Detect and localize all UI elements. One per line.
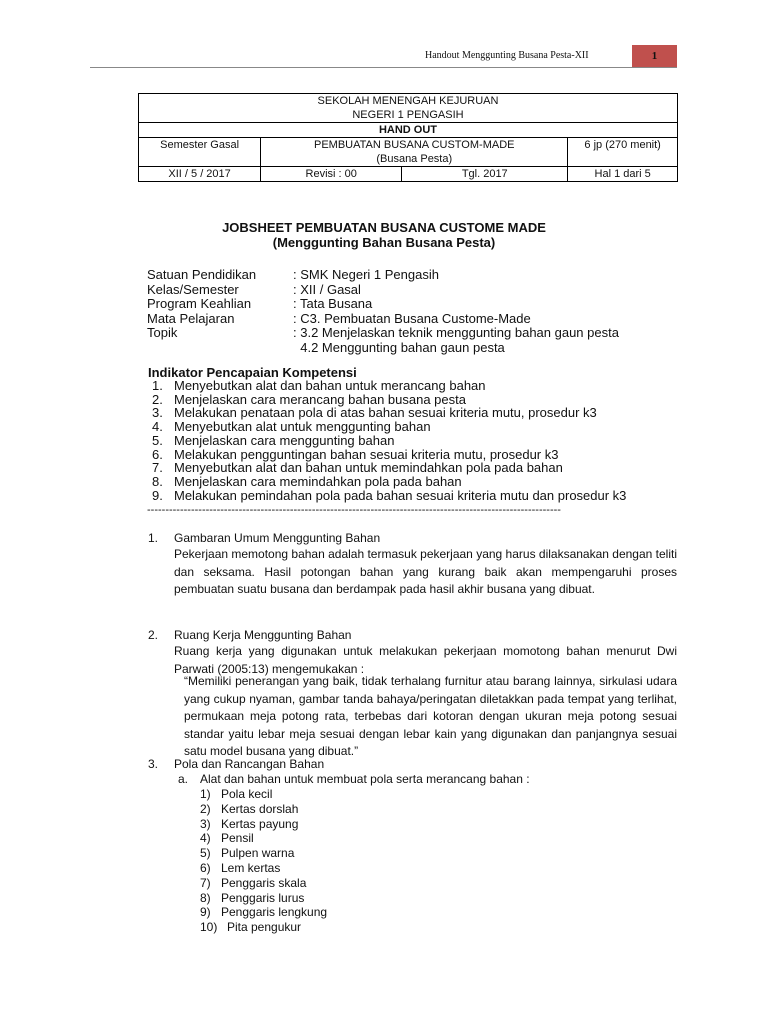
item-text: Pulpen warna [221,846,295,861]
subject-line2: (Busana Pesta) [376,153,453,165]
item-text: Penggaris lurus [221,890,305,905]
document-info-table [138,93,678,182]
item-text: Penggaris skala [221,875,307,890]
indicator-item [148,406,626,420]
indicator-number: 2. [152,391,163,407]
page-of-cell: Hal 1 dari 5 [568,167,678,182]
meta-value: : C3. Pembuatan Busana Custome-Made [293,310,531,326]
date-cell: Tgl. 2017 [402,167,568,182]
indicator-item [148,379,626,393]
list-item [200,817,327,832]
meta-key: Satuan Pendidikan [147,267,257,282]
indicator-text: Menyebutkan alat untuk menggunting bahan [174,419,431,435]
indicator-text: Menjelaskan cara menggunting bahan [174,432,395,448]
indicator-text: Melakukan pemindahan pola pada bahan sesuai kriteria mutu dan prosedur k3 [174,487,627,503]
item-number: 1) [200,787,211,801]
section-heading: Pola dan Rancangan Bahan [174,757,325,771]
item-text: Pensil [221,831,254,846]
meta-value: 4.2 Menggunting bahan gaun pesta [293,339,505,355]
section-number: 2. [148,628,159,642]
section-body: Pekerjaan memotong bahan adalah termasuk pekerjaan yang harus dilaksanakan dengan teliti dan seksama. Hasil potongan bahan yang kurang baik akan mempengaruhi proses pembuatan suatu busana dan berdampak pada hasil akhir busana yang dibuat. [174,547,677,596]
indicator-number: 3. [152,405,163,421]
list-item [200,876,327,891]
jobsheet-title: JOBSHEET PEMBUATAN BUSANA CUSTOME MADE [222,220,546,235]
item-text: Pita pengukur [227,920,302,935]
list-item [200,831,327,846]
school-name-line2: NEGERI 1 PENGASIH [352,109,464,121]
list-item [200,920,327,935]
indicator-text: Menyebutkan alat dan bahan untuk memindahkan pola pada bahan [174,460,563,476]
item-number: 2) [200,801,211,816]
header-rule [90,67,677,68]
indicator-number: 6. [152,446,163,462]
subject-cell [261,138,568,167]
indicators-list [148,379,626,502]
jobsheet-subtitle: (Menggunting Bahan Busana Pesta) [272,235,496,250]
school-name-cell [139,94,678,123]
section-number: 3. [148,757,159,771]
list-item [200,861,327,876]
doc-type-cell: HAND OUT [139,123,678,138]
running-title: Handout Menggunting Busana Pesta-XII [425,50,589,61]
list-item [200,905,327,920]
list-item [200,846,327,861]
indicator-number: 4. [152,419,163,435]
item-text: Penggaris lengkung [221,905,328,920]
section-heading: Gambaran Umum Menggunting Bahan [174,531,381,545]
item-text: Kertas dorslah [221,801,299,816]
subsection-label: a. [178,772,189,786]
indicator-item [148,420,626,434]
indicator-number: 9. [152,487,163,503]
school-name-line1: SEKOLAH MENENGAH KEJURUAN [317,95,499,107]
indicator-number: 1. [152,378,163,393]
indicator-number: 5. [152,432,163,448]
indicator-text: Melakukan pengguntingan bahan sesuai kriteria mutu, prosedur k3 [174,446,559,462]
page-number-badge: 1 [632,45,677,67]
tools-list [200,787,327,935]
item-text: Pola kecil [221,787,273,801]
revision-cell: Revisi : 00 [261,167,402,182]
indicator-item [148,461,626,475]
subsection-text: Alat dan bahan untuk membuat pola serta merancang bahan : [200,772,530,786]
indicator-text: Menyebutkan alat dan bahan untuk merancang bahan [174,378,486,393]
subject-line1: PEMBUATAN BUSANA CUSTOM-MADE [314,139,515,151]
meta-value: : Tata Busana [293,296,373,311]
item-number: 5) [200,846,211,861]
section-number: 1. [148,531,159,545]
list-item [200,802,327,817]
indicator-number: 8. [152,473,163,489]
list-item [200,891,327,906]
section-quote: “Memiliki penerangan yang baik, tidak terhalang furnitur atau barang lainnya, sirkulasi udara yang cukup nyaman, gambar tanda bahaya/peringatan diletakkan pada tempat yang terlihat, permukaan meja potong rata, terbebas dari kotoran dengan ukuran meja potong sesuai standar yaitu lebar meja sesuai dengan lebar kain yang digunakan dan panjangnya sesuai satu model busana yang dibuat.” [184,674,677,758]
indicator-text: Melakukan penataan pola di atas bahan sesuai kriteria mutu, prosedur k3 [174,405,597,421]
indicator-item [148,434,626,448]
indicator-text: Menjelaskan cara merancang bahan busana pesta [174,391,466,407]
list-item [200,787,327,802]
indicator-item [148,448,626,462]
indicator-text: Menjelaskan cara memindahkan pola pada bahan [174,473,462,489]
meta-key: Kelas/Semester [147,281,239,297]
indicator-number: 7. [152,460,163,476]
item-number: 9) [200,905,211,920]
class-code-cell: XII / 5 / 2017 [139,167,261,182]
indicator-item [148,489,626,503]
meta-key: Mata Pelajaran [147,310,235,326]
meta-value: : 3.2 Menjelaskan teknik menggunting bahan gaun pesta [293,325,619,340]
meta-key: Program Keahlian [147,296,252,311]
item-number: 10) [200,920,218,935]
section-heading: Ruang Kerja Menggunting Bahan [174,628,352,642]
item-number: 3) [200,816,211,831]
duration-cell: 6 jp (270 menit) [568,138,678,167]
item-number: 6) [200,860,211,875]
indicator-item [148,393,626,407]
indicators-heading: Indikator Pencapaian Kompetensi [148,365,357,380]
item-text: Lem kertas [221,860,281,875]
item-number: 8) [200,890,211,905]
dashed-divider: ----------------------------------------------------------------------------------------------------------------- [147,504,561,516]
section-body: Ruang kerja yang digunakan untuk melakukan pekerjaan momotong bahan menurut Dwi Parwati (2005:13) mengemukakan : [174,644,677,676]
indicator-item [148,475,626,489]
meta-value: : XII / Gasal [293,281,361,297]
meta-value: : SMK Negeri 1 Pengasih [293,267,439,282]
item-number: 4) [200,831,211,846]
semester-cell: Semester Gasal [139,138,261,167]
item-text: Kertas payung [221,816,299,831]
item-number: 7) [200,875,211,890]
meta-key: Topik [147,325,178,340]
